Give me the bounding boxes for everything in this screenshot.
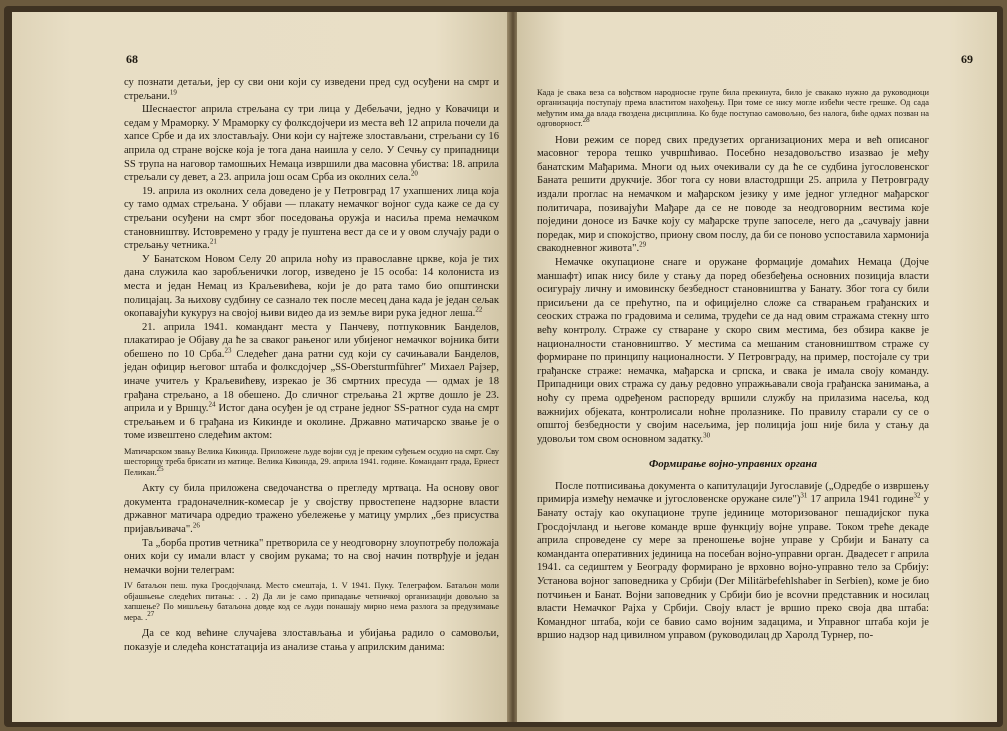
paragraph-text: Да се код већине случајева злостављања и убијања радило о самовољи, показује и следећа констатација из анализе стања у априлским данима: bbox=[124, 628, 499, 653]
footnote-ref: 19 bbox=[169, 88, 177, 97]
footnote-ref: 21 bbox=[209, 237, 217, 246]
footnote-ref: 30 bbox=[703, 431, 711, 440]
paragraph bbox=[124, 103, 499, 185]
footnote-ref: 32 bbox=[913, 491, 921, 500]
paragraph-text: 21. априла 1941. командант места у Панчеву, потпуковник Банделов, плакатирао је Објаву да ће за сваког рањеног или убијеног немачког војника бити обешено по 10 Срба. bbox=[124, 321, 499, 360]
paragraph-text: Када је свака веза са вођством народносне групе била прекинута, било је свакако нужно да руководиоци организација поступају према властитом нахођењу. При томе се нису могле избећи честе грешке. Од сада међутим има да влада гвоздена дисциплина. Ко буде поступао самовољно, без налога, биће одмах позван на одговорност. bbox=[537, 88, 929, 129]
footnote-ref: 31 bbox=[800, 491, 808, 500]
paragraph-text: Шеснаестог априла стрељана су три лица у Дебељачи, једно у Ковачици и седам у Мраморку. У Мраморку су фолксдојчери из места већ 12 априла почели да хапсе Србе и да их злостављају. Они који су најтеже злостављани, стрељани су 16 априла од стране војске која је тога дана наишла у село. У Сечњу су припадници SS трупа на наговор тамошњих Немаца извршили два масовна убиства: 18. априла стрељали су девет, а 23. априла још осам Срба из околних села. bbox=[124, 104, 499, 184]
footnote-ref: 27 bbox=[147, 609, 155, 618]
paragraph-text: Истог дана осуђен је од стране једног SS-ратног суда на смрт стрељањем и 6 грађана из Кикинде и околине. Државно матичарско звање је о томе извештено следећим актом: bbox=[124, 403, 499, 442]
quoted-document bbox=[124, 447, 499, 478]
paragraph-text: Акту су била приложена сведочанства о прегледу мртваца. На основу овог документа градоначелник-комесар је у својству првостепене надзорне власти државног матичара одредио тражено убележење у матицу умрлих „без присуства пријављивача". bbox=[124, 483, 499, 536]
footnote-ref: 24 bbox=[208, 400, 216, 409]
page-number-right: 69 bbox=[961, 52, 973, 66]
paragraph-text: Матичарском звању Велика Кикинда. Приложене људе војни суд је преким суђењем осудио на смрт. Сву шесторицу треба брисати из матице. Велика Кикинда, 29. априла 1941. године. Командант града, Ернест Пеликан. bbox=[124, 447, 499, 477]
paragraph bbox=[124, 76, 499, 103]
section-heading bbox=[537, 458, 929, 472]
paragraph-text: У Банатском Новом Селу 20 априла ноћу из православне цркве, која је тих дана служила као заробљенички логор, изведено је 15 особа: 14 колониста из места и један Немац из Краљевићева, који је до рата тамо био општински полицајац. За њихову судбину се сазнало тек после месец дана када је један сељак окопавајући кукуруз на својој њиви видео да из земље вири рука једног леша. bbox=[124, 253, 499, 320]
paragraph bbox=[124, 482, 499, 536]
paragraph-text: су познати детаљи, јер су сви они који су изведени пред суд осуђени на смрт и стрељани. bbox=[124, 77, 499, 102]
section-heading-text: Формирање војно-управних органа bbox=[648, 458, 818, 471]
footnote-ref: 20 bbox=[410, 169, 418, 178]
paragraph-text: После потписивања документа о капитулацији Југославије („Одредбе о извршењу примирја између немачке и југословенске оружане силе") bbox=[537, 480, 929, 506]
paragraph-text: IV батаљон пеш. пука Гросдојчланд. Место смештаја, 1. V 1941. Пуку. Телеграфом. Батаљон моли објашњење следећих питања: . . 2) Да ли је само припадање четничкој организацији довољно за хапшење? По мишљењу батаљона довде код се људи понашају мирно нема разлога за предузимање мера. . bbox=[124, 581, 499, 622]
page-number-left: 68 bbox=[126, 52, 138, 66]
footnote-ref: 23 bbox=[224, 346, 232, 355]
paragraph bbox=[124, 627, 499, 654]
footnote-ref: 25 bbox=[156, 465, 164, 474]
left-page-text bbox=[124, 76, 499, 654]
paragraph-text: 19. априла из околних села доведено је у Петровград 17 ухапшених лица која су тамо одмах стрељана. У објави — плакату немачког војног суда каже се да су стрељани осуђени на смрт због поседовања оружја и насиља према немачком становништву. Истовремено у граду је пуштена вест да се и у овом случају ради о стрељању четника. bbox=[124, 185, 499, 252]
paragraph bbox=[537, 256, 929, 446]
paragraph-text: у Банату остају као окупационе трупе јединице моторизованог пешадијског пука Гросдојчланд и његове команде врше функцију војне управе. Током треће декаде априла спроведене су мере за преношење војне управе у Србији и Банату са команданта оперативних јединица на посебан војно-управни орган. Двадесет г априла 1941. са седиштем у Београду формирано је врховно војно-управно тело за Србију: Установа војног заповедника у Србији (Der Militärbefehlshaber in Serbien), коме је био потчињен и Банат. Војни заповедник у Србији био је вcovни представник и носилац власти Немачког Рајха у Србији. Своју власт је вршио преко своја два штаба: Командног штаба, који се бавио само војним задацима, и Управног штаба који је вршио надзор над цивилном управом (руководилац др Харолд Турнер, по- bbox=[537, 494, 929, 642]
paragraph-text: Та „борба против четника" претворила се у неодговорну злоупотребу положаја оних који су имали власт у својим рукама; то на свој начин потврђује и један немачки војни телеграм: bbox=[124, 537, 499, 576]
right-page bbox=[517, 12, 997, 722]
paragraph bbox=[124, 537, 499, 578]
quoted-document bbox=[124, 581, 499, 623]
footnote-ref: 26 bbox=[192, 521, 200, 530]
paragraph-text: Немачке окупационе снаге и оружане формације домаћих Немаца (Дојче маншафт) ипак нису биле у стању да поред обезбеђења основних позиција власти осигурају личну и имовинску безбедност становништва у Банату. Због тога су били присиљени да се прећутно, па и официјелно сложе са стварањем грађанских и сеоских стража по градовима и селима, трудећи се да над овим стражама стекну што већу контролу. Страже су стваране у скоро свим местима, без обзира какве је националности становништво. У местима са мешаним становништвом страже су формиране по принципу националности. У Петровграду, на пример, постојале су три грађанске страже: немачка, мађарска и српска, и свака је имала своју команду. Припадници ових стража су дању редовно упражњавали своја грађанска занимања, а ноћу су према одређеном распореду вршили службу на прилазима насеља, код важнијих објеката, контролисали ноћне пролазнике. По правилу старали су се о општој безбедности у својим насељима, јер полиција још није била у стању да удовољи том свом основном задатку. bbox=[537, 256, 929, 445]
footnote-ref: 29 bbox=[639, 240, 647, 249]
left-page bbox=[12, 12, 510, 722]
footnote-ref: 28 bbox=[582, 116, 590, 125]
paragraph-text: Следећег дана ратни суд који су сачињавали Банделов, један официр његовог штаба и фолксдојчер „SS-Obersturmführer" Михаел Рајзер, иначе учитељ у Краљевићеву, изрекао је 36 смртних пресуда — одмах је 18 грађана стрељано, а 18 обешено. До сличног стрељања 21 жртве дошло је 23. априла и у Вршцу. bbox=[124, 348, 499, 415]
paragraph-text: Нови режим се поред свих предузетих организационих мера и већ описаног масовног терора тешко учвршћивао. Посебно незадовољство изазвао је међу банатским Мађарима. Многи од њих очекивали су да ће се судбина југословенског Баната решити друкчије. Због тога су нови властодршци 25. априла у Петровграду издали проглас на немачком и мађарском језику у име једног угледног мађарског политичара, позивајући Мађаре да се не поводе за неодговорним вестима које поједини доносе из Бачке коју су мађарске трупе запоселе, него да „сачувају јавни поредак, мир и спокојство, прионy свом послу, да би се поново успоставила хармонија свакодневног живота". bbox=[537, 134, 929, 255]
book-spread bbox=[4, 6, 1003, 727]
right-page-text bbox=[537, 84, 929, 643]
paragraph bbox=[124, 185, 499, 253]
footnote-ref: 22 bbox=[475, 305, 483, 314]
paragraph bbox=[124, 253, 499, 321]
paragraph bbox=[124, 321, 499, 443]
paragraph bbox=[537, 134, 929, 256]
quoted-document bbox=[537, 88, 929, 130]
paragraph bbox=[537, 480, 929, 643]
paragraph-text: 17 априла 1941 године bbox=[807, 494, 914, 506]
